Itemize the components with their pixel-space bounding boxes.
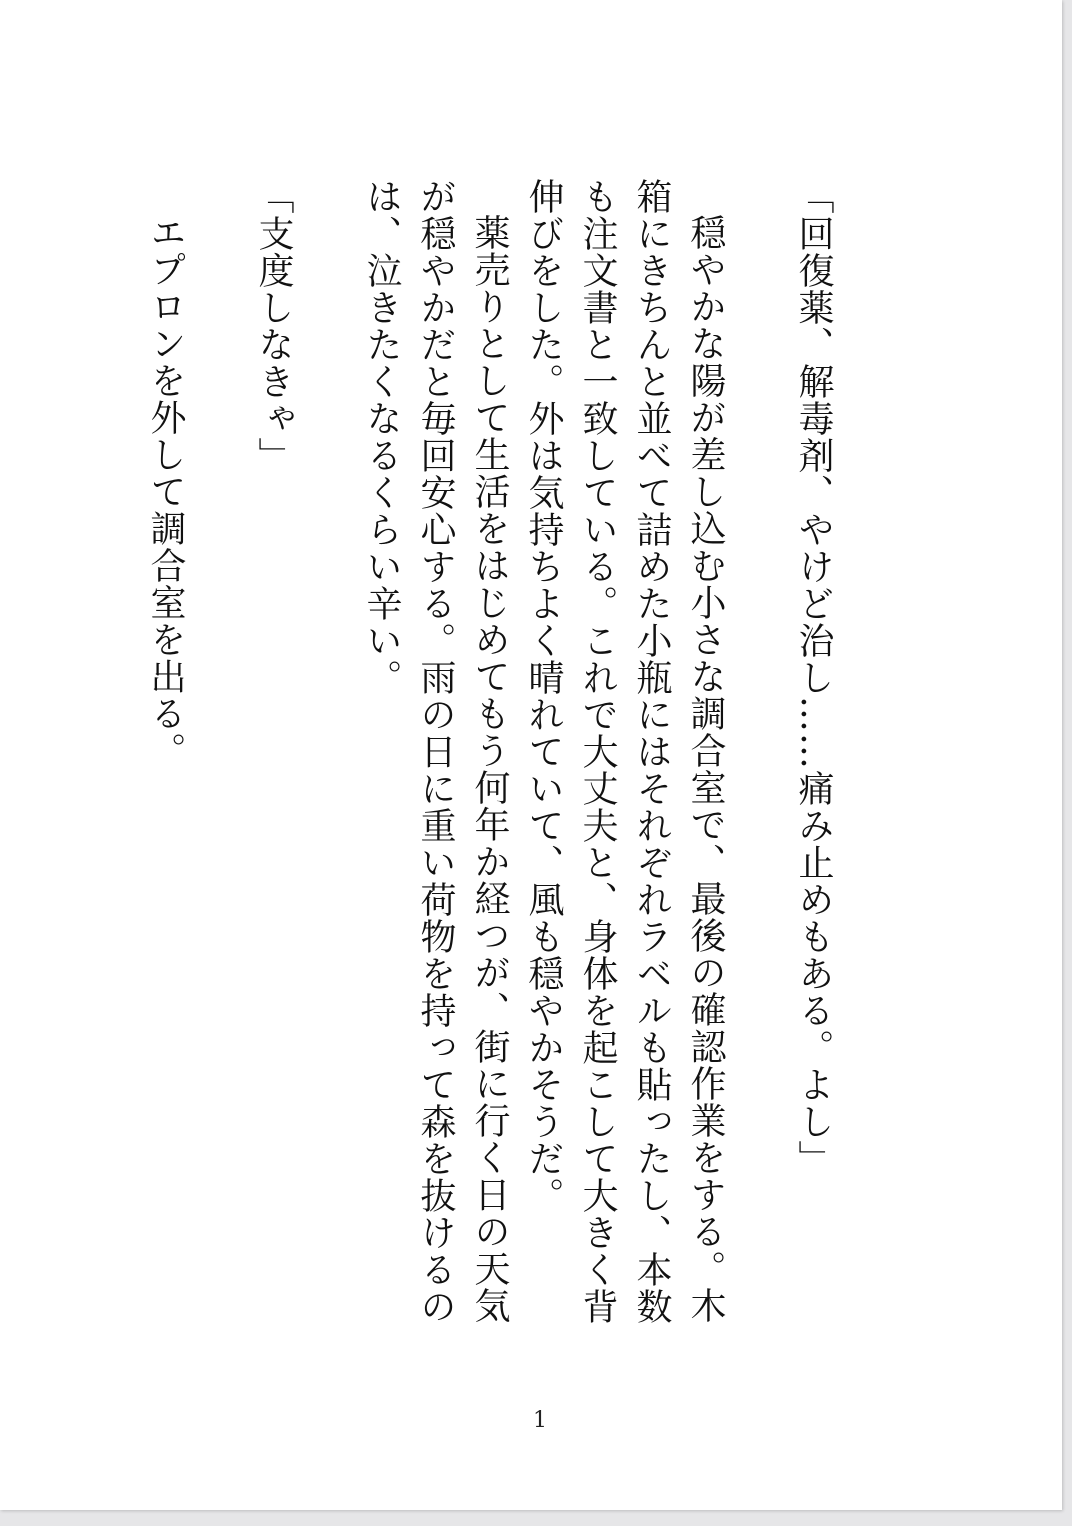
- paragraph-narration-1: 穏やかな陽が差し込む小さな調合室で、最後の確認作業をする。木箱にきちんと並べて詰めた小瓶にはそれぞれラベルも貼ったし、本数も注文書と一致している。これで大丈夫と、身体を起こして大きく背伸びをした。外は気持ちよく晴れていて、風も穏やかそうだ。: [523, 178, 726, 1325]
- paragraph-dialogue-2: 「支度しなきゃ」: [253, 178, 294, 474]
- paragraph-narration-2: 薬売りとして生活をはじめてもう何年か経つが、街に行く日の天気が穏やかだと毎回安心する。雨の日に重い荷物を持って森を抜けるのは、泣きたくなるくらい辛い。: [361, 178, 510, 1325]
- paragraph-spacer: [732, 178, 786, 1348]
- vertical-text-body: [138, 178, 840, 1348]
- paragraph-spacer: [300, 178, 354, 1348]
- page-number: 1: [533, 1408, 547, 1433]
- paragraph-dialogue-1: 「回復薬、解毒剤、やけど治し……痛み止めもある。よし」: [793, 178, 834, 1177]
- paragraph-narration-3: エプロンを外して調合室を出る。: [145, 214, 186, 769]
- paragraph-spacer: [192, 178, 246, 1348]
